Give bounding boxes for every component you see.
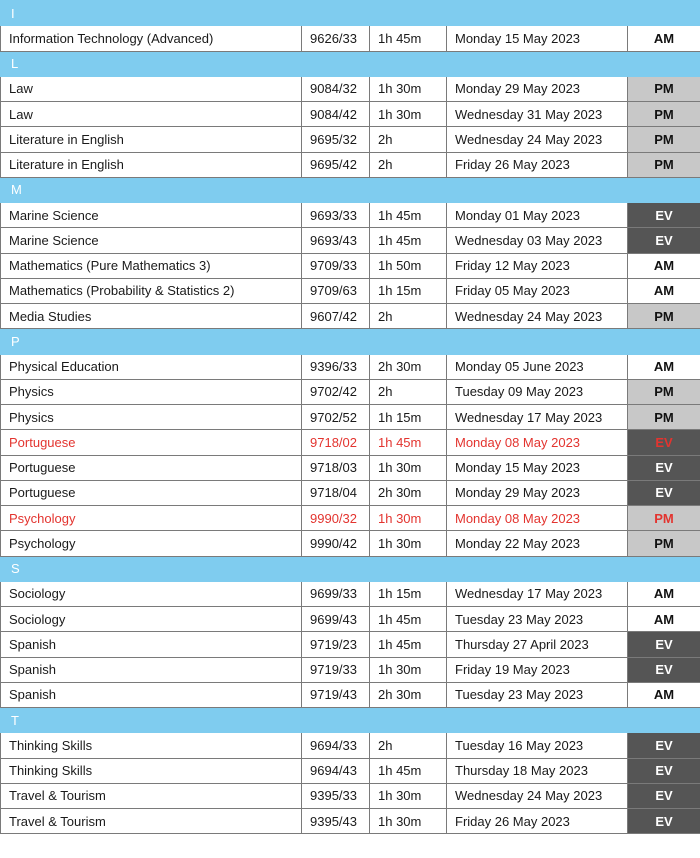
table-row [1,506,700,531]
table-row [1,758,700,783]
subject-cell: Spanish [1,657,302,682]
syllabus-code-cell: 9702/42 [302,379,370,404]
table-row [1,783,700,808]
table-row [1,430,700,455]
exam-date-cell: Friday 12 May 2023 [447,253,628,278]
syllabus-code-cell: 9709/63 [302,278,370,303]
session-badge: PM [628,102,700,127]
subject-cell: Marine Science [1,203,302,228]
session-badge: PM [628,76,700,101]
session-badge: PM [628,304,700,329]
duration-cell: 1h 15m [370,405,447,430]
subject-cell: Mathematics (Pure Mathematics 3) [1,253,302,278]
subject-cell: Information Technology (Advanced) [1,26,302,51]
exam-date-cell: Monday 08 May 2023 [447,430,628,455]
syllabus-code-cell: 9702/52 [302,405,370,430]
table-row [1,76,700,101]
exam-date-cell: Tuesday 23 May 2023 [447,682,628,707]
duration-cell: 2h 30m [370,682,447,707]
exam-date-cell: Monday 15 May 2023 [447,26,628,51]
syllabus-code-cell: 9395/43 [302,809,370,834]
table-row [1,102,700,127]
duration-cell: 1h 45m [370,203,447,228]
subject-cell: Sociology [1,581,302,606]
duration-cell: 2h 30m [370,480,447,505]
syllabus-code-cell: 9990/42 [302,531,370,556]
subject-cell: Sociology [1,607,302,632]
table-row [1,228,700,253]
session-badge: EV [628,228,700,253]
syllabus-code-cell: 9693/43 [302,228,370,253]
duration-cell: 1h 30m [370,102,447,127]
exam-date-cell: Monday 29 May 2023 [447,480,628,505]
exam-date-cell: Monday 15 May 2023 [447,455,628,480]
session-badge: EV [628,480,700,505]
syllabus-code-cell: 9695/42 [302,152,370,177]
section-header-t [1,708,700,733]
syllabus-code-cell: 9718/03 [302,455,370,480]
table-row [1,455,700,480]
subject-cell: Media Studies [1,304,302,329]
exam-date-cell: Monday 22 May 2023 [447,531,628,556]
section-header-i [1,1,700,26]
table-row [1,278,700,303]
duration-cell: 1h 30m [370,76,447,101]
subject-cell: Thinking Skills [1,758,302,783]
subject-cell: Literature in English [1,152,302,177]
session-badge: PM [628,379,700,404]
exam-date-cell: Friday 19 May 2023 [447,657,628,682]
duration-cell: 1h 45m [370,632,447,657]
section-letter: P [1,329,700,354]
session-badge: PM [628,127,700,152]
table-row [1,531,700,556]
exam-date-cell: Thursday 18 May 2023 [447,758,628,783]
section-letter: S [1,556,700,581]
exam-date-cell: Monday 05 June 2023 [447,354,628,379]
exam-date-cell: Wednesday 24 May 2023 [447,127,628,152]
exam-date-cell: Wednesday 24 May 2023 [447,304,628,329]
duration-cell: 2h 30m [370,354,447,379]
section-letter: M [1,177,700,202]
duration-cell: 1h 15m [370,278,447,303]
syllabus-code-cell: 9084/42 [302,102,370,127]
session-badge: AM [628,278,700,303]
syllabus-code-cell: 9719/23 [302,632,370,657]
subject-cell: Thinking Skills [1,733,302,758]
duration-cell: 2h [370,379,447,404]
subject-cell: Portuguese [1,455,302,480]
section-letter: L [1,51,700,76]
syllabus-code-cell: 9693/33 [302,203,370,228]
session-badge: AM [628,607,700,632]
session-badge: PM [628,405,700,430]
table-row [1,632,700,657]
session-badge: EV [628,657,700,682]
duration-cell: 1h 45m [370,26,447,51]
table-row [1,127,700,152]
table-row [1,253,700,278]
duration-cell: 1h 45m [370,607,447,632]
duration-cell: 1h 30m [370,783,447,808]
session-badge: AM [628,354,700,379]
subject-cell: Literature in English [1,127,302,152]
subject-cell: Spanish [1,682,302,707]
table-row [1,203,700,228]
subject-cell: Portuguese [1,480,302,505]
section-header-l [1,51,700,76]
subject-cell: Portuguese [1,430,302,455]
subject-cell: Mathematics (Probability & Statistics 2) [1,278,302,303]
session-badge: EV [628,203,700,228]
session-badge: AM [628,253,700,278]
session-badge: AM [628,682,700,707]
table-row [1,26,700,51]
subject-cell: Travel & Tourism [1,783,302,808]
table-row [1,379,700,404]
duration-cell: 1h 15m [370,581,447,606]
table-row [1,733,700,758]
session-badge: AM [628,581,700,606]
syllabus-code-cell: 9990/32 [302,506,370,531]
syllabus-code-cell: 9718/04 [302,480,370,505]
syllabus-code-cell: 9695/32 [302,127,370,152]
exam-date-cell: Monday 01 May 2023 [447,203,628,228]
exam-date-cell: Thursday 27 April 2023 [447,632,628,657]
section-header-s [1,556,700,581]
duration-cell: 1h 30m [370,531,447,556]
syllabus-code-cell: 9694/33 [302,733,370,758]
subject-cell: Psychology [1,506,302,531]
table-row [1,809,700,834]
syllabus-code-cell: 9718/02 [302,430,370,455]
syllabus-code-cell: 9709/33 [302,253,370,278]
section-header-m [1,177,700,202]
exam-date-cell: Friday 05 May 2023 [447,278,628,303]
section-header-p [1,329,700,354]
duration-cell: 1h 45m [370,430,447,455]
duration-cell: 1h 30m [370,455,447,480]
table-row [1,354,700,379]
section-letter: I [1,1,700,26]
table-row [1,682,700,707]
session-badge: EV [628,430,700,455]
session-badge: EV [628,455,700,480]
exam-date-cell: Wednesday 31 May 2023 [447,102,628,127]
session-badge: AM [628,26,700,51]
exam-date-cell: Wednesday 03 May 2023 [447,228,628,253]
duration-cell: 1h 30m [370,657,447,682]
subject-cell: Spanish [1,632,302,657]
subject-cell: Marine Science [1,228,302,253]
table-row [1,405,700,430]
table-row [1,657,700,682]
exam-date-cell: Tuesday 09 May 2023 [447,379,628,404]
exam-date-cell: Tuesday 16 May 2023 [447,733,628,758]
exam-date-cell: Wednesday 24 May 2023 [447,783,628,808]
session-badge: EV [628,783,700,808]
duration-cell: 1h 45m [370,758,447,783]
session-badge: PM [628,152,700,177]
exam-date-cell: Monday 29 May 2023 [447,76,628,101]
syllabus-code-cell: 9694/43 [302,758,370,783]
timetable-body [1,1,700,834]
subject-cell: Physical Education [1,354,302,379]
duration-cell: 2h [370,152,447,177]
subject-cell: Travel & Tourism [1,809,302,834]
syllabus-code-cell: 9699/33 [302,581,370,606]
duration-cell: 1h 45m [370,228,447,253]
session-badge: EV [628,809,700,834]
syllabus-code-cell: 9626/33 [302,26,370,51]
duration-cell: 1h 50m [370,253,447,278]
exam-date-cell: Wednesday 17 May 2023 [447,581,628,606]
table-row [1,304,700,329]
syllabus-code-cell: 9719/33 [302,657,370,682]
duration-cell: 1h 30m [370,506,447,531]
table-row [1,480,700,505]
syllabus-code-cell: 9084/32 [302,76,370,101]
section-letter: T [1,708,700,733]
exam-date-cell: Friday 26 May 2023 [447,152,628,177]
duration-cell: 2h [370,304,447,329]
syllabus-code-cell: 9719/43 [302,682,370,707]
session-badge: PM [628,531,700,556]
session-badge: EV [628,733,700,758]
exam-date-cell: Wednesday 17 May 2023 [447,405,628,430]
syllabus-code-cell: 9395/33 [302,783,370,808]
subject-cell: Law [1,76,302,101]
subject-cell: Law [1,102,302,127]
duration-cell: 2h [370,733,447,758]
exam-date-cell: Tuesday 23 May 2023 [447,607,628,632]
table-row [1,152,700,177]
exam-date-cell: Monday 08 May 2023 [447,506,628,531]
duration-cell: 2h [370,127,447,152]
exam-date-cell: Friday 26 May 2023 [447,809,628,834]
subject-cell: Psychology [1,531,302,556]
syllabus-code-cell: 9396/33 [302,354,370,379]
syllabus-code-cell: 9607/42 [302,304,370,329]
duration-cell: 1h 30m [370,809,447,834]
subject-cell: Physics [1,379,302,404]
table-row [1,581,700,606]
session-badge: PM [628,506,700,531]
subject-cell: Physics [1,405,302,430]
syllabus-code-cell: 9699/43 [302,607,370,632]
session-badge: EV [628,758,700,783]
table-row [1,607,700,632]
session-badge: EV [628,632,700,657]
